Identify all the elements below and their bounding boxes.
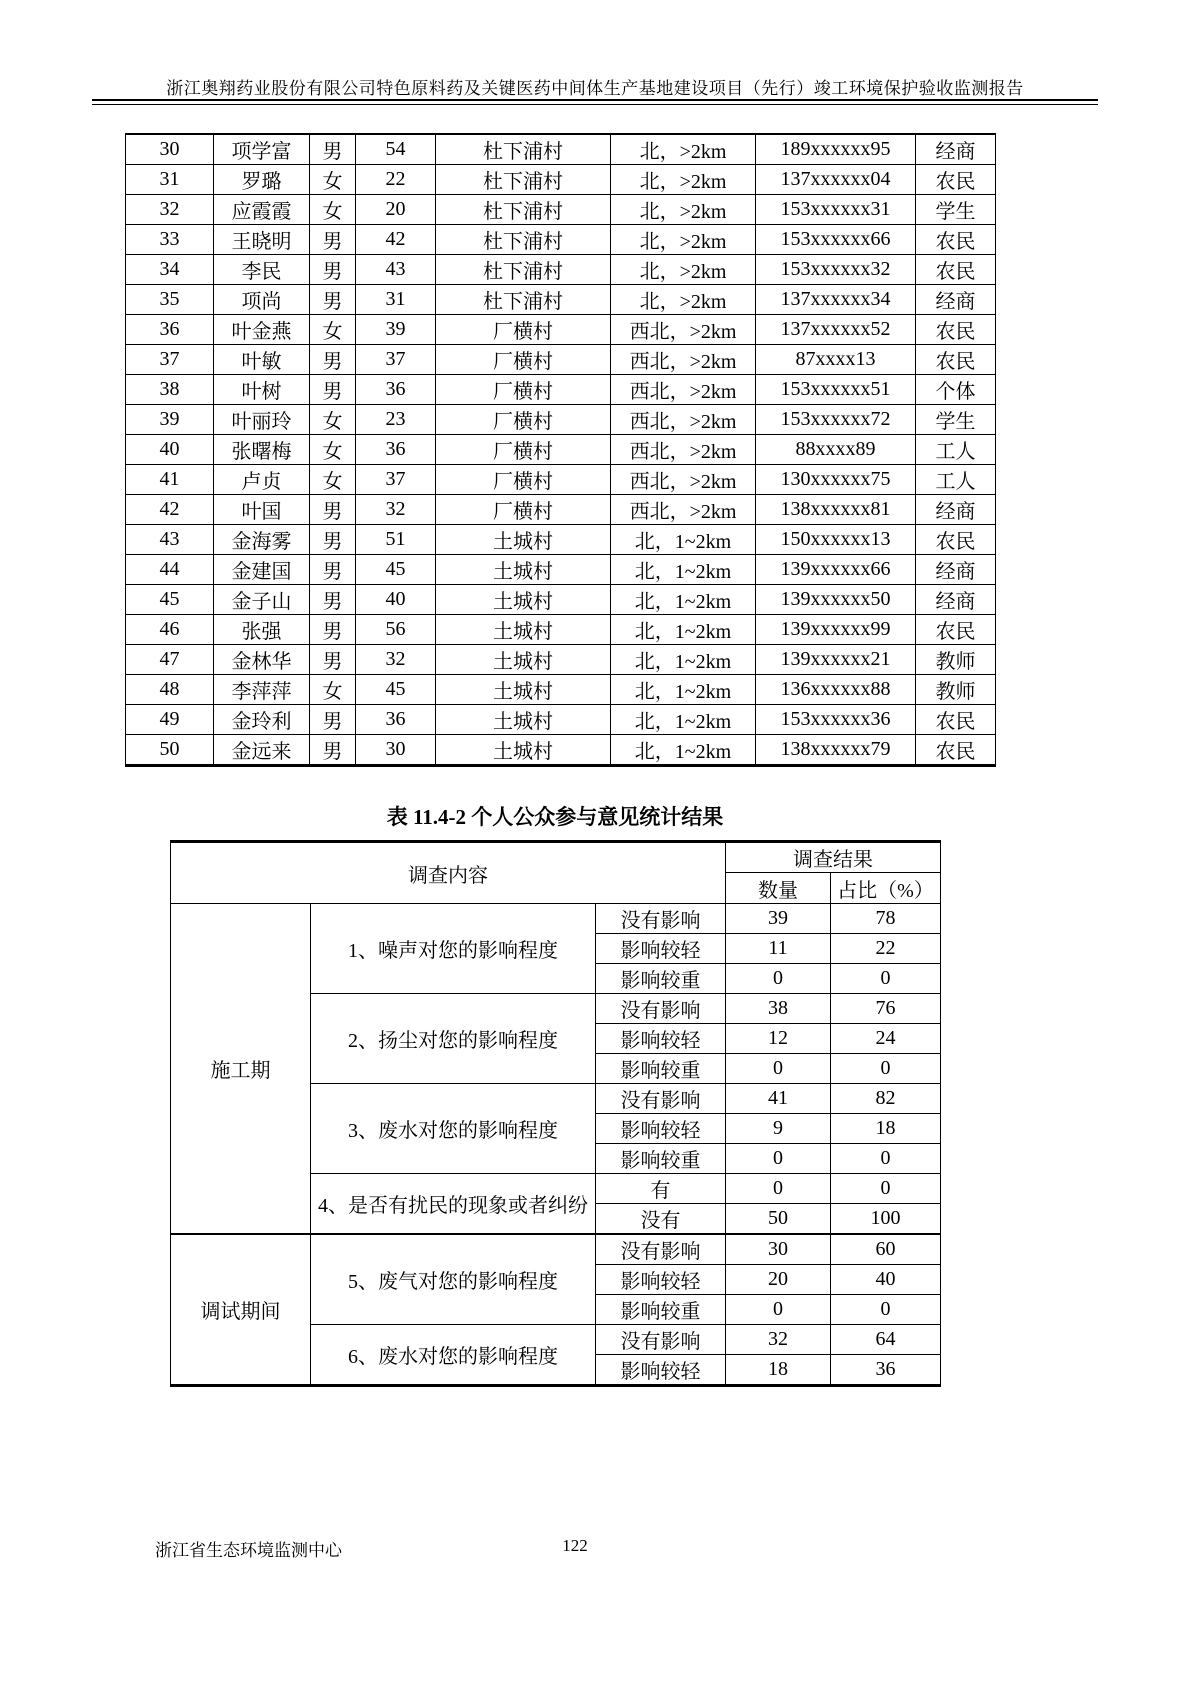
survey-percent-cell: 24 (831, 1024, 941, 1054)
respondent-cell-phone: 136xxxxxx88 (756, 675, 916, 705)
respondent-row (126, 375, 996, 405)
respondent-cell-village: 土城村 (436, 525, 611, 555)
respondent-cell-gender: 女 (310, 195, 356, 225)
respondent-cell-phone: 153xxxxxx32 (756, 255, 916, 285)
respondent-cell-name: 金子山 (214, 585, 310, 615)
respondent-cell-gender: 女 (310, 405, 356, 435)
survey-phase-cell: 施工期 (171, 904, 311, 1235)
respondent-row (126, 525, 996, 555)
survey-option-cell: 影响较轻 (596, 1114, 726, 1144)
survey-count-cell: 9 (726, 1114, 831, 1144)
respondent-cell-gender: 男 (310, 555, 356, 585)
respondent-cell-no: 31 (126, 165, 214, 195)
survey-count-cell: 32 (726, 1325, 831, 1355)
respondent-cell-age: 32 (356, 645, 436, 675)
survey-option-cell: 没有 (596, 1204, 726, 1235)
respondent-cell-name: 金建国 (214, 555, 310, 585)
respondent-cell-age: 45 (356, 555, 436, 585)
survey-question-cell: 5、废气对您的影响程度 (311, 1234, 596, 1325)
respondent-cell-gender: 男 (310, 495, 356, 525)
survey-percent-cell: 40 (831, 1265, 941, 1295)
respondent-cell-direction-distance: 北，1~2km (611, 525, 756, 555)
survey-table-title: 表 11.4-2 个人公众参与意见统计结果 (386, 805, 724, 829)
respondent-cell-phone: 137xxxxxx52 (756, 315, 916, 345)
respondent-cell-direction-distance: 西北，>2km (611, 435, 756, 465)
respondent-cell-phone: 189xxxxxx95 (756, 134, 916, 165)
survey-question-cell: 3、废水对您的影响程度 (311, 1084, 596, 1174)
respondent-cell-phone: 88xxxx89 (756, 435, 916, 465)
respondent-cell-no: 38 (126, 375, 214, 405)
survey-option-cell: 影响较轻 (596, 1265, 726, 1295)
respondent-cell-direction-distance: 北，>2km (611, 225, 756, 255)
respondent-cell-direction-distance: 西北，>2km (611, 375, 756, 405)
survey-header-row-1 (171, 842, 941, 873)
respondent-cell-village: 厂横村 (436, 435, 611, 465)
respondent-cell-gender: 男 (310, 225, 356, 255)
survey-question-cell: 6、废水对您的影响程度 (311, 1325, 596, 1386)
respondent-cell-name: 应霞霞 (214, 195, 310, 225)
respondent-cell-direction-distance: 北，1~2km (611, 645, 756, 675)
respondent-cell-occupation: 农民 (916, 525, 996, 555)
respondent-row (126, 645, 996, 675)
survey-phase-cell: 调试期间 (171, 1234, 311, 1386)
respondent-cell-direction-distance: 北，1~2km (611, 555, 756, 585)
respondent-cell-occupation: 经商 (916, 285, 996, 315)
survey-option-cell: 影响较重 (596, 1054, 726, 1084)
respondent-cell-name: 金海雾 (214, 525, 310, 555)
survey-count-cell: 0 (726, 1054, 831, 1084)
respondent-row (126, 735, 996, 766)
respondent-cell-age: 36 (356, 705, 436, 735)
respondent-cell-occupation: 农民 (916, 615, 996, 645)
respondent-cell-phone: 138xxxxxx81 (756, 495, 916, 525)
respondent-cell-village: 厂横村 (436, 315, 611, 345)
respondent-cell-direction-distance: 西北，>2km (611, 315, 756, 345)
respondent-cell-village: 厂横村 (436, 465, 611, 495)
respondent-cell-no: 30 (126, 134, 214, 165)
respondent-cell-age: 36 (356, 435, 436, 465)
respondent-cell-direction-distance: 西北，>2km (611, 405, 756, 435)
respondent-row (126, 585, 996, 615)
respondent-cell-gender: 男 (310, 615, 356, 645)
respondent-cell-phone: 137xxxxxx04 (756, 165, 916, 195)
survey-count-cell: 38 (726, 994, 831, 1024)
respondent-cell-direction-distance: 北，>2km (611, 195, 756, 225)
respondent-cell-occupation: 农民 (916, 735, 996, 766)
respondent-cell-age: 39 (356, 315, 436, 345)
respondent-cell-age: 45 (356, 675, 436, 705)
respondent-row (126, 345, 996, 375)
respondent-cell-age: 51 (356, 525, 436, 555)
respondent-cell-gender: 女 (310, 315, 356, 345)
respondent-cell-village: 杜下浦村 (436, 134, 611, 165)
respondent-cell-gender: 男 (310, 255, 356, 285)
header-rule-thick (92, 99, 1098, 101)
survey-count-cell: 50 (726, 1204, 831, 1235)
respondent-cell-name: 项学富 (214, 134, 310, 165)
respondent-row (126, 225, 996, 255)
respondent-cell-direction-distance: 西北，>2km (611, 345, 756, 375)
respondent-cell-direction-distance: 北，>2km (611, 285, 756, 315)
respondent-cell-age: 20 (356, 195, 436, 225)
survey-percent-cell: 0 (831, 1054, 941, 1084)
respondent-cell-no: 41 (126, 465, 214, 495)
survey-count-cell: 0 (726, 1174, 831, 1204)
survey-count-cell: 12 (726, 1024, 831, 1054)
respondent-cell-no: 32 (126, 195, 214, 225)
survey-option-cell: 影响较重 (596, 1144, 726, 1174)
survey-row (171, 904, 941, 934)
respondent-cell-phone: 153xxxxxx36 (756, 705, 916, 735)
respondent-cell-occupation: 学生 (916, 195, 996, 225)
respondent-row (126, 195, 996, 225)
respondent-cell-village: 土城村 (436, 615, 611, 645)
respondent-cell-no: 45 (126, 585, 214, 615)
respondent-cell-village: 厂横村 (436, 495, 611, 525)
respondent-cell-direction-distance: 北，1~2km (611, 615, 756, 645)
respondent-cell-occupation: 农民 (916, 705, 996, 735)
respondent-cell-gender: 男 (310, 705, 356, 735)
survey-percent-cell: 100 (831, 1204, 941, 1235)
respondent-cell-phone: 153xxxxxx31 (756, 195, 916, 225)
respondent-cell-direction-distance: 北，>2km (611, 165, 756, 195)
respondent-cell-phone: 153xxxxxx66 (756, 225, 916, 255)
survey-count-cell: 20 (726, 1265, 831, 1295)
respondent-cell-village: 土城村 (436, 645, 611, 675)
respondent-cell-gender: 男 (310, 735, 356, 766)
respondent-cell-no: 39 (126, 405, 214, 435)
respondent-cell-phone: 137xxxxxx34 (756, 285, 916, 315)
survey-percent-cell: 36 (831, 1355, 941, 1386)
respondent-cell-name: 金远来 (214, 735, 310, 766)
respondent-cell-no: 48 (126, 675, 214, 705)
respondent-cell-phone: 139xxxxxx50 (756, 585, 916, 615)
respondent-cell-age: 43 (356, 255, 436, 285)
survey-header-content: 调查内容 (171, 842, 726, 904)
survey-percent-cell: 22 (831, 934, 941, 964)
survey-percent-cell: 64 (831, 1325, 941, 1355)
respondent-cell-phone: 139xxxxxx21 (756, 645, 916, 675)
respondent-cell-phone: 139xxxxxx99 (756, 615, 916, 645)
survey-option-cell: 没有影响 (596, 994, 726, 1024)
respondent-row (126, 705, 996, 735)
respondent-cell-no: 33 (126, 225, 214, 255)
respondent-cell-gender: 男 (310, 525, 356, 555)
respondent-cell-gender: 男 (310, 585, 356, 615)
respondent-cell-no: 50 (126, 735, 214, 766)
survey-percent-cell: 0 (831, 1144, 941, 1174)
respondent-cell-village: 厂横村 (436, 375, 611, 405)
respondent-cell-gender: 女 (310, 435, 356, 465)
respondent-cell-phone: 138xxxxxx79 (756, 735, 916, 766)
survey-option-cell: 没有影响 (596, 1084, 726, 1114)
respondent-cell-phone: 150xxxxxx13 (756, 525, 916, 555)
survey-table-header (171, 842, 941, 904)
survey-header-count: 数量 (726, 873, 831, 904)
header-rule-thin (92, 104, 1098, 105)
survey-count-cell: 0 (726, 964, 831, 994)
respondent-cell-age: 37 (356, 345, 436, 375)
survey-option-cell: 影响较重 (596, 964, 726, 994)
respondents-table-body (126, 134, 996, 766)
respondent-cell-no: 49 (126, 705, 214, 735)
respondent-cell-gender: 女 (310, 165, 356, 195)
respondent-cell-village: 土城村 (436, 555, 611, 585)
respondent-cell-occupation: 农民 (916, 165, 996, 195)
respondent-cell-occupation: 农民 (916, 345, 996, 375)
respondent-row (126, 285, 996, 315)
survey-header-percent: 占比（%） (831, 873, 941, 904)
respondent-cell-occupation: 学生 (916, 405, 996, 435)
survey-count-cell: 30 (726, 1234, 831, 1265)
respondent-cell-direction-distance: 北，1~2km (611, 675, 756, 705)
respondent-cell-phone: 87xxxx13 (756, 345, 916, 375)
respondent-cell-name: 金林华 (214, 645, 310, 675)
survey-option-cell: 有 (596, 1174, 726, 1204)
respondent-cell-name: 卢贞 (214, 465, 310, 495)
respondent-cell-name: 张强 (214, 615, 310, 645)
respondent-cell-no: 40 (126, 435, 214, 465)
respondent-cell-occupation: 经商 (916, 585, 996, 615)
survey-question-cell: 2、扬尘对您的影响程度 (311, 994, 596, 1084)
survey-percent-cell: 78 (831, 904, 941, 934)
respondent-cell-phone: 139xxxxxx66 (756, 555, 916, 585)
respondent-cell-occupation: 工人 (916, 435, 996, 465)
respondent-cell-phone: 153xxxxxx51 (756, 375, 916, 405)
respondent-cell-gender: 男 (310, 345, 356, 375)
respondent-cell-gender: 女 (310, 675, 356, 705)
respondent-cell-direction-distance: 北，1~2km (611, 705, 756, 735)
respondent-row (126, 555, 996, 585)
respondent-cell-occupation: 经商 (916, 495, 996, 525)
respondent-cell-gender: 女 (310, 465, 356, 495)
respondent-cell-village: 杜下浦村 (436, 255, 611, 285)
respondent-cell-phone: 153xxxxxx72 (756, 405, 916, 435)
survey-percent-cell: 76 (831, 994, 941, 1024)
respondent-cell-direction-distance: 北，1~2km (611, 735, 756, 766)
survey-percent-cell: 60 (831, 1234, 941, 1265)
respondents-table (125, 133, 996, 767)
survey-percent-cell: 0 (831, 964, 941, 994)
respondent-cell-age: 56 (356, 615, 436, 645)
respondent-cell-village: 厂横村 (436, 345, 611, 375)
respondent-cell-direction-distance: 北，1~2km (611, 585, 756, 615)
survey-question-cell: 4、是否有扰民的现象或者纠纷 (311, 1174, 596, 1235)
respondent-cell-village: 土城村 (436, 585, 611, 615)
survey-table-body (171, 904, 941, 1386)
respondent-row (126, 255, 996, 285)
respondent-cell-name: 罗璐 (214, 165, 310, 195)
respondent-cell-age: 31 (356, 285, 436, 315)
respondent-cell-age: 37 (356, 465, 436, 495)
respondent-row (126, 675, 996, 705)
respondent-cell-phone: 130xxxxxx75 (756, 465, 916, 495)
survey-percent-cell: 0 (831, 1174, 941, 1204)
respondent-cell-direction-distance: 西北，>2km (611, 465, 756, 495)
respondent-cell-gender: 男 (310, 645, 356, 675)
respondent-cell-occupation: 个体 (916, 375, 996, 405)
respondent-cell-gender: 男 (310, 375, 356, 405)
respondent-cell-village: 杜下浦村 (436, 285, 611, 315)
respondent-cell-gender: 男 (310, 134, 356, 165)
survey-count-cell: 0 (726, 1144, 831, 1174)
respondent-cell-age: 42 (356, 225, 436, 255)
respondent-cell-occupation: 农民 (916, 255, 996, 285)
survey-count-cell: 11 (726, 934, 831, 964)
respondent-row (126, 435, 996, 465)
survey-count-cell: 41 (726, 1084, 831, 1114)
respondent-cell-occupation: 农民 (916, 315, 996, 345)
survey-option-cell: 影响较轻 (596, 1024, 726, 1054)
survey-count-cell: 18 (726, 1355, 831, 1386)
survey-table (170, 840, 941, 1387)
survey-option-cell: 影响较轻 (596, 934, 726, 964)
respondent-cell-age: 40 (356, 585, 436, 615)
respondent-row (126, 315, 996, 345)
respondent-row (126, 134, 996, 165)
respondent-cell-direction-distance: 西北，>2km (611, 495, 756, 525)
respondent-cell-age: 23 (356, 405, 436, 435)
respondent-cell-name: 金玲利 (214, 705, 310, 735)
respondent-cell-direction-distance: 北，>2km (611, 134, 756, 165)
respondent-cell-name: 张曙梅 (214, 435, 310, 465)
respondent-cell-name: 叶丽玲 (214, 405, 310, 435)
respondent-cell-no: 36 (126, 315, 214, 345)
respondent-cell-name: 项尚 (214, 285, 310, 315)
respondent-cell-age: 36 (356, 375, 436, 405)
respondent-cell-village: 土城村 (436, 705, 611, 735)
survey-option-cell: 没有影响 (596, 904, 726, 934)
respondent-cell-occupation: 经商 (916, 134, 996, 165)
survey-count-cell: 39 (726, 904, 831, 934)
survey-percent-cell: 18 (831, 1114, 941, 1144)
respondent-cell-name: 王晓明 (214, 225, 310, 255)
respondent-cell-name: 叶树 (214, 375, 310, 405)
respondent-cell-age: 22 (356, 165, 436, 195)
respondent-cell-name: 叶金燕 (214, 315, 310, 345)
respondent-cell-occupation: 经商 (916, 555, 996, 585)
footer-organization: 浙江省生态环境监测中心 (155, 1541, 342, 1560)
respondent-cell-occupation: 教师 (916, 675, 996, 705)
respondent-cell-direction-distance: 北，>2km (611, 255, 756, 285)
survey-option-cell: 影响较重 (596, 1295, 726, 1325)
respondent-cell-gender: 男 (310, 285, 356, 315)
footer-page-number: 122 (562, 1536, 588, 1555)
survey-percent-cell: 82 (831, 1084, 941, 1114)
respondent-cell-age: 32 (356, 495, 436, 525)
respondent-cell-no: 46 (126, 615, 214, 645)
respondent-cell-occupation: 工人 (916, 465, 996, 495)
respondent-cell-village: 杜下浦村 (436, 165, 611, 195)
respondent-cell-village: 土城村 (436, 735, 611, 766)
respondent-cell-name: 李萍萍 (214, 675, 310, 705)
page-header-title: 浙江奥翔药业股份有限公司特色原料药及关键医药中间体生产基地建设项目（先行）竣工环境保护验收监测报告 (166, 79, 1024, 98)
respondent-cell-age: 30 (356, 735, 436, 766)
respondent-row (126, 495, 996, 525)
survey-option-cell: 没有影响 (596, 1325, 726, 1355)
respondent-cell-no: 34 (126, 255, 214, 285)
respondent-cell-no: 37 (126, 345, 214, 375)
respondent-cell-no: 43 (126, 525, 214, 555)
respondent-cell-name: 叶国 (214, 495, 310, 525)
respondent-cell-village: 杜下浦村 (436, 225, 611, 255)
respondent-cell-name: 叶敏 (214, 345, 310, 375)
respondent-cell-occupation: 农民 (916, 225, 996, 255)
respondent-cell-village: 土城村 (436, 675, 611, 705)
respondent-cell-occupation: 教师 (916, 645, 996, 675)
respondent-row (126, 165, 996, 195)
respondent-cell-no: 47 (126, 645, 214, 675)
respondent-cell-name: 李民 (214, 255, 310, 285)
respondent-cell-no: 44 (126, 555, 214, 585)
survey-header-result: 调查结果 (726, 842, 941, 873)
survey-question-cell: 1、噪声对您的影响程度 (311, 904, 596, 994)
survey-row (171, 1234, 941, 1265)
respondent-cell-village: 厂横村 (436, 405, 611, 435)
respondent-row (126, 465, 996, 495)
respondent-cell-age: 54 (356, 134, 436, 165)
respondent-cell-no: 35 (126, 285, 214, 315)
survey-option-cell: 影响较轻 (596, 1355, 726, 1386)
respondent-cell-no: 42 (126, 495, 214, 525)
respondent-row (126, 615, 996, 645)
survey-count-cell: 0 (726, 1295, 831, 1325)
respondent-row (126, 405, 996, 435)
respondent-cell-village: 杜下浦村 (436, 195, 611, 225)
survey-percent-cell: 0 (831, 1295, 941, 1325)
survey-option-cell: 没有影响 (596, 1234, 726, 1265)
